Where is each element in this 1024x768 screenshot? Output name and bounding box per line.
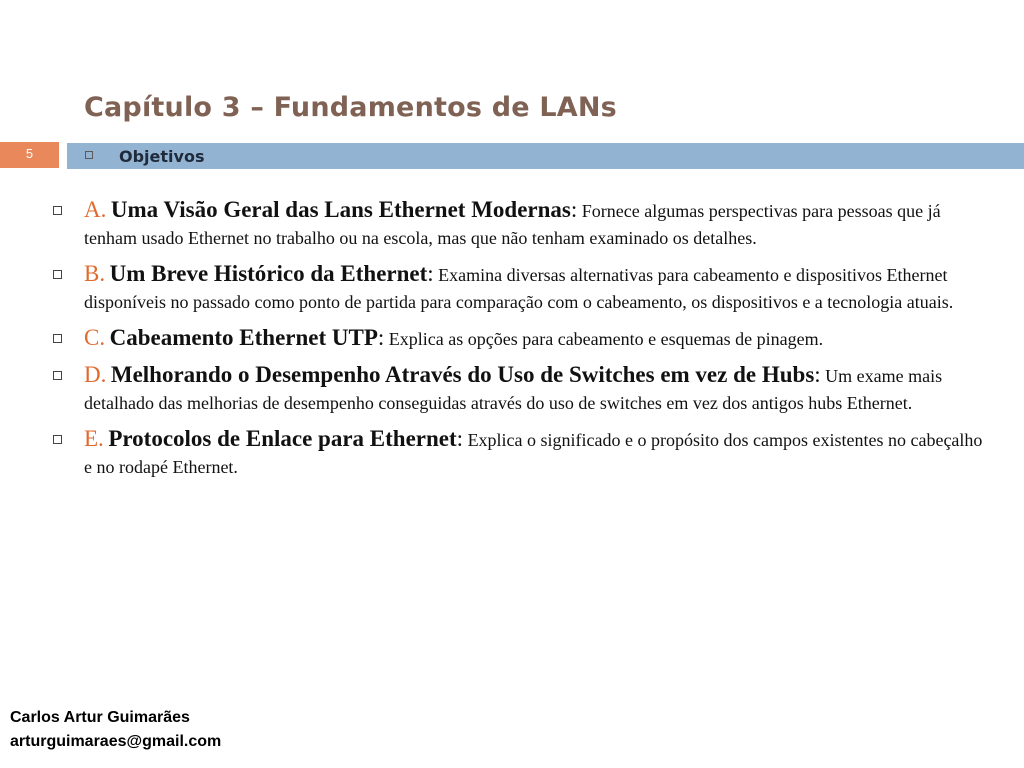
item-text: Examina diversas alternativas para cabeamento e dispositivos Ethernet disponíveis no passado como ponto de partida para comparação com o cabeamento, os dispositivos e a tecnologia atuais. xyxy=(84,265,954,312)
subtitle-text: Objetivos xyxy=(119,147,205,166)
item-colon: : xyxy=(456,426,464,451)
item-text: Explica o significado e o propósito dos campos existentes no cabeçalho e no rodapé Ethernet. xyxy=(84,430,983,477)
item-text: Explica as opções para cabeamento e esquemas de pinagem. xyxy=(388,329,824,349)
square-bullet-icon xyxy=(53,334,62,343)
item-heading: Protocolos de Enlace para Ethernet xyxy=(108,426,457,451)
objectives-list xyxy=(46,196,986,489)
item-colon: : xyxy=(427,261,434,286)
square-bullet-icon xyxy=(85,151,93,159)
item-colon: : xyxy=(570,197,578,222)
objective-item-b xyxy=(46,260,986,316)
objective-item-e xyxy=(46,425,986,481)
square-bullet-icon xyxy=(53,371,62,380)
item-letter: A. xyxy=(84,197,107,222)
item-colon: : xyxy=(814,362,821,387)
item-heading: Uma Visão Geral das Lans Ethernet Modernas xyxy=(110,197,571,222)
item-text: Um exame mais detalhado das melhorias de desempenho conseguidas através do uso de switches em vez dos antigos hubs Ethernet. xyxy=(84,366,943,413)
objective-item-a xyxy=(46,196,986,252)
item-heading: Cabeamento Ethernet UTP xyxy=(109,325,378,350)
square-bullet-icon xyxy=(53,270,62,279)
footer-email: arturguimaraes@gmail.com xyxy=(10,733,222,750)
slide-title: Capítulo 3 – Fundamentos de LANs xyxy=(84,92,617,123)
subtitle-bar xyxy=(67,143,1024,169)
slide-number-badge: 5 xyxy=(0,142,59,168)
square-bullet-icon xyxy=(53,206,62,215)
item-text: Fornece algumas perspectivas para pessoas que já tenham usado Ethernet no trabalho ou na escola, mas que não tenham examinado os detalhes. xyxy=(84,201,941,248)
item-letter: E. xyxy=(84,426,104,451)
item-letter: D. xyxy=(84,362,107,387)
item-heading: Melhorando o Desempenho Através do Uso de Switches em vez de Hubs xyxy=(110,362,815,387)
item-colon: : xyxy=(377,325,385,350)
footer xyxy=(10,706,221,754)
item-letter: B. xyxy=(84,261,106,286)
item-letter: C. xyxy=(84,325,106,350)
footer-author: Carlos Artur Guimarães xyxy=(10,709,190,726)
square-bullet-icon xyxy=(53,435,62,444)
objective-item-c xyxy=(46,324,986,353)
objective-item-d xyxy=(46,361,986,417)
item-heading: Um Breve Histórico da Ethernet xyxy=(109,261,428,286)
